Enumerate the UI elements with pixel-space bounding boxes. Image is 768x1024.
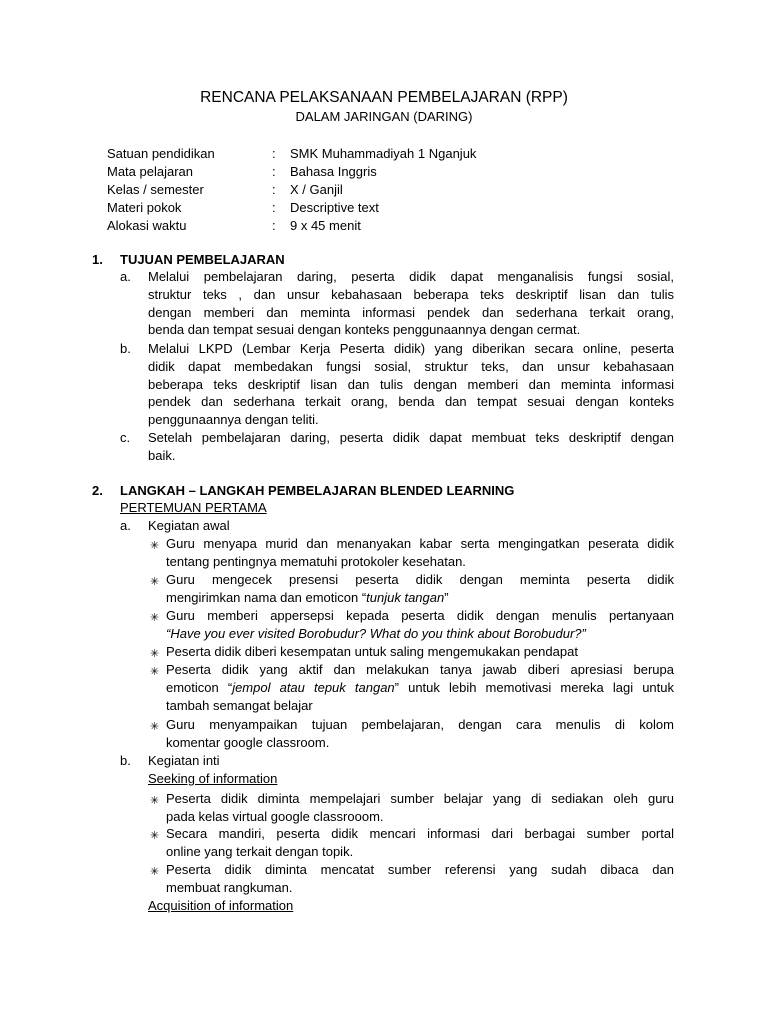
text-line: dengan memberi dan meminta informasi pendek dan sederhana terkait orang, [148,304,674,320]
text-line: Melalui pembelajaran daring, peserta didik dapat menganalisis fungsi sosial, [148,269,674,284]
text-line: tentang pentingnya mematuhi protokoler kesehatan. [166,553,466,569]
bullet-icon: ✳ [150,540,160,552]
bullet-icon: ✳ [150,830,160,842]
text-line: didik dapat membedakan fungsi sosial, struktur teks, dan unsur kebahasaan [148,358,674,374]
objective-a [148,268,674,339]
text-line: online yang terkait dengan topik. [166,843,354,859]
text-line: benda dan tempat sesuai dengan konteks penggunaannya dengan cermat. [148,322,581,338]
info-value: Descriptive text [290,200,379,215]
info-label: Materi pokok [107,200,182,215]
info-colon: : [272,200,276,215]
bullet-item [166,607,674,643]
objective-b [148,340,674,429]
info-value: X / Ganjil [290,182,343,197]
bullet-icon: ✳ [150,795,160,807]
text-line [166,589,674,607]
bullet-item [166,643,674,661]
text-line: komentar google classroom. [166,734,330,750]
bullet-icon: ✳ [150,648,160,660]
section-2-heading: LANGKAH – LANGKAH PEMBELAJARAN BLENDED LEARNING [120,483,515,498]
subsection-acquisition: Acquisition of information [148,898,294,913]
bullet-icon: ✳ [150,866,160,878]
item-letter: b. [120,341,131,356]
bullet-item [166,790,674,826]
text-segment: ” untuk lebih memotivasi mereka lagi untuk [394,679,674,695]
bullet-item [166,825,674,861]
item-letter: a. [120,269,131,284]
bullet-item [166,661,674,714]
text-line: Setelah pembelajaran daring, peserta didik dapat membuat teks deskriptif dengan [148,430,674,445]
text-line: Peserta didik diminta mencatat sumber referensi yang sudah dibaca dan [166,862,674,877]
text-segment: emoticon “ [166,679,233,695]
text-segment: ” [444,589,449,605]
text-line: Guru menyampaikan tujuan pembelajaran, dengan cara menulis di kolom [166,717,674,732]
section-1-number: 1. [92,252,103,267]
info-colon: : [272,182,276,197]
text-line: Peserta didik diberi kesempatan untuk saling mengemukakan pendapat [166,644,578,659]
text-line: Secara mandiri, peserta didik mencari informasi dari berbagai sumber portal [166,826,674,841]
info-label: Mata pelajaran [107,164,193,179]
info-label: Satuan pendidikan [107,146,215,161]
text-line: tambah semangat belajar [166,697,313,713]
info-value: SMK Muhammadiyah 1 Nganjuk [290,146,477,161]
text-line: Melalui LKPD (Lembar Kerja Peserta didik) yang diberikan secara online, peserta [148,341,674,356]
doc-subtitle: DALAM JARINGAN (DARING) [295,109,473,124]
info-value: Bahasa Inggris [290,164,377,179]
text-line [166,625,674,643]
meeting-title: PERTEMUAN PERTAMA [120,500,267,515]
italic-text: jempol atau tepuk tangan [232,679,395,695]
activity-label: Kegiatan awal [148,518,230,533]
text-line: membuat rangkuman. [166,879,293,895]
item-letter: c. [120,430,131,445]
text-line: Guru menyapa murid dan menanyakan kabar serta mengingatkan peserata didik [166,536,674,551]
italic-text: tunjuk tangan [366,589,445,605]
info-label: Kelas / semester [107,182,204,197]
italic-text: “Have you ever visited Borobudur? What do you think about Borobudur?” [166,625,586,641]
objective-c [148,429,674,465]
info-colon: : [272,146,276,161]
info-colon: : [272,218,276,233]
info-value: 9 x 45 menit [290,218,361,233]
info-colon: : [272,164,276,179]
section-1-heading: TUJUAN PEMBELAJARAN [120,252,285,267]
text-line: struktur teks , dan unsur kebahasaan beberapa teks deskriptif lisan dan tulis [148,286,674,302]
item-letter: b. [120,753,131,768]
info-label: Alokasi waktu [107,218,187,233]
doc-title: RENCANA PELAKSANAAN PEMBELAJARAN (RPP) [200,89,568,106]
bullet-icon: ✳ [150,612,160,624]
section-2-number: 2. [92,483,103,498]
text-segment: mengirimkan nama dan emoticon “ [166,589,367,605]
text-line [166,679,674,697]
text-line: Peserta didik diminta mempelajari sumber belajar yang di sediakan oleh guru [166,791,674,806]
bullet-item [166,716,674,752]
text-line: Peserta didik yang aktif dan melakukan tanya jawab diberi apresiasi berupa [166,662,674,677]
subsection-seeking: Seeking of information [148,771,278,786]
text-line: Guru memberi appersepsi kepada peserta didik dengan menulis pertanyaan [166,608,674,623]
item-letter: a. [120,518,131,533]
bullet-item [166,861,674,897]
text-line: pendek dan sederhana terkait orang, benda dan tempat sesuai dengan konteks [148,394,674,410]
text-line: baik. [148,447,176,463]
text-line: penggunaannya dengan teliti. [148,412,319,428]
text-line: Guru mengecek presensi peserta didik dengan meminta peserta didik [166,572,674,587]
bullet-icon: ✳ [150,721,160,733]
text-line: pada kelas virtual google classrooom. [166,808,384,824]
bullet-icon: ✳ [150,576,160,588]
bullet-item [166,571,674,607]
text-line: beberapa teks deskriptif lisan dan tulis dengan memberi dan meminta informasi [148,376,674,392]
bullet-item [166,535,674,571]
bullet-icon: ✳ [150,666,160,678]
activity-label: Kegiatan inti [148,753,220,768]
